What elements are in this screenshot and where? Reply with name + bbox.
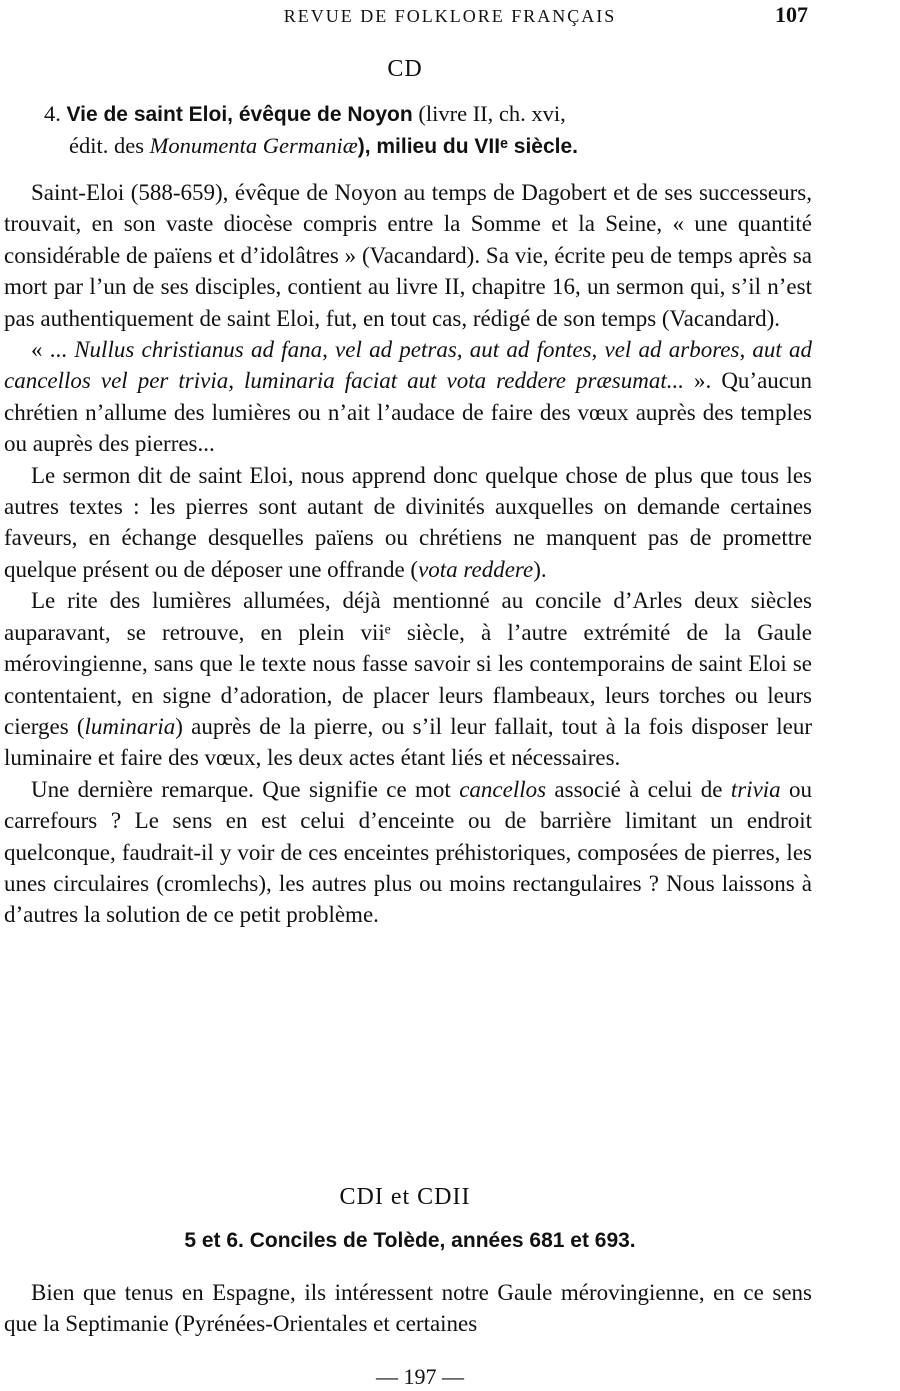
entry-number: 4.	[44, 101, 61, 126]
italic-term: cancellos	[459, 776, 547, 802]
text-run: Une dernière remarque. Que signifie ce mot	[31, 776, 451, 802]
text-run: associé à celui de	[554, 776, 723, 802]
section-number-cd: CD	[387, 56, 423, 82]
text-run: Le rite des lumières allumées, déjà mentionné au concile d’Arles deux siècles auparavant, se retrouve, en plein viiᵉ siècle, à l’autre extrémité de la Gaule mérovingienne, sans que le texte nous fasse savoir si les contemporains de saint Eloi se contentaient, en signe d’adoration, de placer leurs flambeaux, leurs torches ou leurs cierges (	[4, 588, 812, 739]
text-run: ).	[533, 556, 547, 582]
quote-translation: ». Qu’aucun chrétien n’allume des lumières ou n’ait l’audace de faire des vœux auprès des temples ou auprès des pierres...	[4, 368, 813, 457]
entry-line-two	[44, 130, 814, 162]
body-text-section-cd	[4, 177, 812, 931]
page-mark: 107	[775, 2, 808, 27]
paragraph	[4, 585, 812, 773]
italic-term: luminaria	[84, 713, 176, 739]
entry-source: Monumenta Germaniæ	[149, 133, 358, 158]
paragraph: Bien que tenus en Espagne, ils intéressent notre Gaule mérovingienne, en ce sens que la Septimanie (Pyrénées-Orientales et certaines	[4, 1280, 812, 1337]
page-number: — 197 —	[376, 1364, 464, 1389]
text-run: ou carrefours ? Le sens en est celui d’enceinte ou de barrière limitant un endroit quelconque, faudrait-il y voir de ces enceintes préhistoriques, composées de pierres, les unes circulaires (cromlechs), les autres plus ou moins rectangulaires ? Nous laissons à d’autres la solution de ce petit problème.	[4, 776, 813, 928]
italic-term: trivia	[730, 776, 781, 802]
text-run: ) auprès de la pierre, ou s’il leur fallait, tout à la fois disposer leur luminaire et faire des vœux, les deux actes étant liés et nécessaires.	[4, 713, 812, 771]
running-title: REVUE DE FOLKLORE FRANÇAIS	[283, 6, 617, 26]
paragraph-quote	[4, 334, 812, 460]
quote-open: « ...	[31, 337, 67, 363]
italic-term: vota reddere	[418, 556, 534, 582]
text-run: Le sermon dit de saint Eloi, nous apprend donc quelque chose de plus que tous les autres textes : les pierres sont autant de divinités auxquelles on demande certaines faveurs, en échange desquelles païens ou chrétiens ne manquent pas de promettre quelque présent ou de déposer une offrande (	[4, 462, 812, 582]
entry-date: ), milieu du VIIᵉ siècle.	[357, 135, 579, 158]
latin-quote: Nullus christianus ad fana, vel ad petras, aut ad fontes, vel ad arbores, aut ad cancellos vel per trivia, luminaria faciat aut vota reddere præsumat...	[4, 337, 813, 394]
section-heading: 5 et 6. Conciles de Tolède, années 681 et 693.	[184, 1229, 636, 1252]
entry-title: Vie de saint Eloi, évêque de Noyon	[66, 103, 413, 126]
entry-edition: édit. des	[69, 133, 144, 158]
entry-heading	[44, 98, 814, 162]
paragraph	[4, 774, 812, 931]
body-text-section-cdi	[4, 1277, 812, 1340]
section-number-cdi: CDI et CDII	[339, 1184, 471, 1210]
paragraph	[4, 460, 812, 586]
paragraph: Saint-Eloi (588-659), évêque de Noyon au temps de Dagobert et de ses successeurs, trouvait, en son vaste diocèse compris entre la Somme et la Seine, « une quantité considérable de païens et d’idolâtres » (Vacandard). Sa vie, écrite peu de temps après sa mort par l’un de ses disciples, contient au livre II, chapitre 16, un sermon qui, s’il n’est pas authentiquement de saint Eloi, fut, en tout cas, rédigé de son temps (Vacandard).	[4, 180, 812, 331]
entry-reference: (livre II, ch. xvi,	[418, 101, 566, 126]
